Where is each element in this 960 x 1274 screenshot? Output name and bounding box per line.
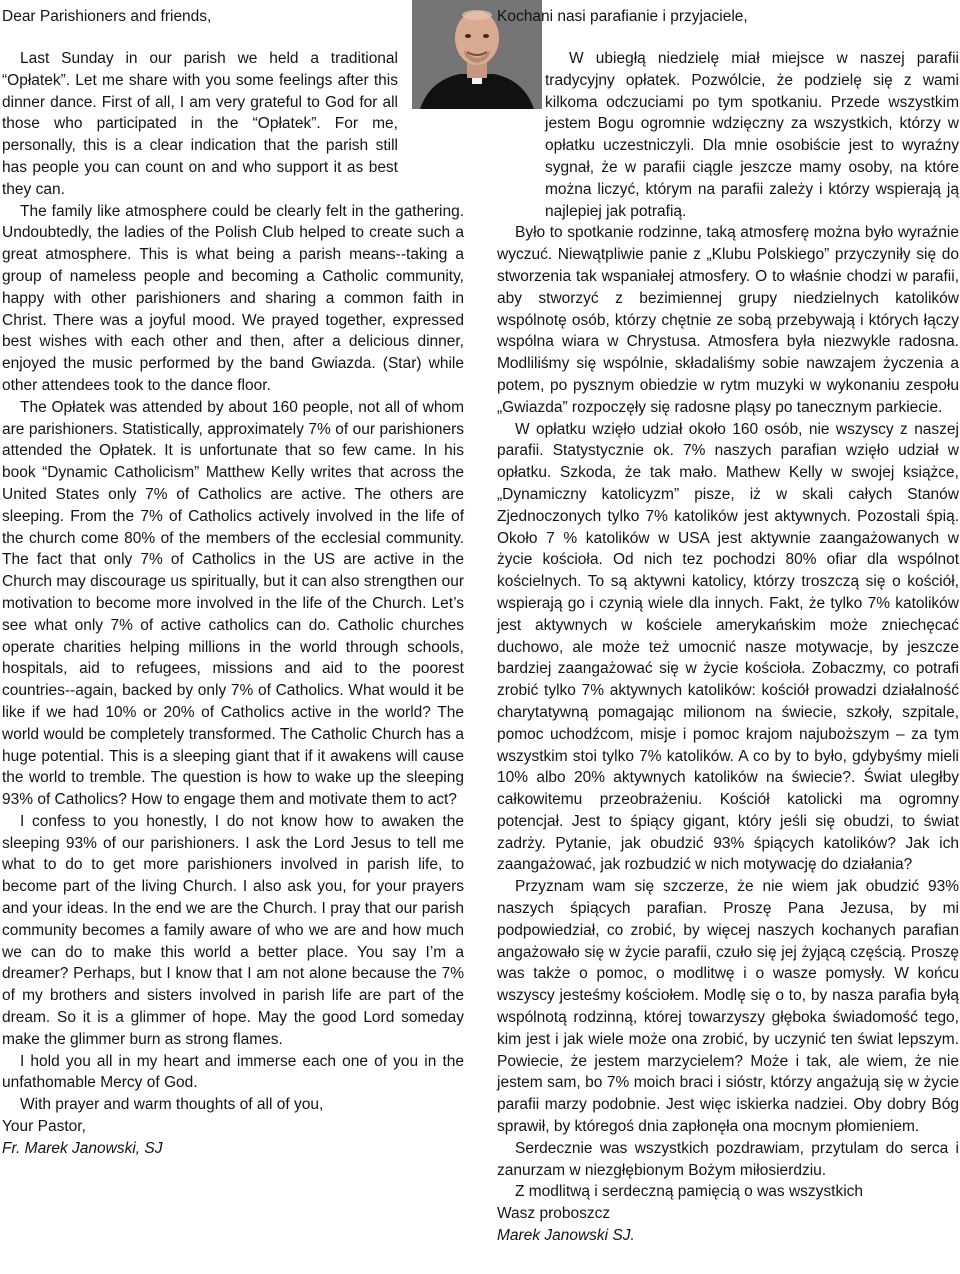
- english-signature: Fr. Marek Janowski, SJ: [2, 1140, 163, 1158]
- polish-paragraph: Przyznam wam się szczerze, że nie wiem jak obudzić 93% naszych śpiących parafian. Proszę Pana Jezusa, by mi podpowiedział, co zrobić, by więcej naszych kochanych parafian angażowało się w życie parafii, czuło się jej żyjącą częścią. Proszę was także o pomoc, o modlitwę i o wasze pomysły. W końcu wszyscy jesteśmy kościołem. Modlę się o to, by nasza parafia byłą wspólnotą rodzinną, której towarzyszy głęboka świadomość tego, kim jest i jak wiele może ona zrobić, by uczynić ten świat lepszym. Powiecie, że jestem marzycielem? Może i tak, ale wiem, że nie jestem sam, bo 7% moich braci i sióstr, którzy angażują się w życie parafii marzy podobnie. Jest więc iskierka nadziei. Oby dobry Bóg sprawił, by któregoś dnia zapłonęła ona mocnym płomieniem.: [497, 878, 959, 1136]
- english-closing: Your Pastor,: [2, 1118, 86, 1136]
- english-paragraph: The family like atmosphere could be clearly felt in the gathering. Undoubtedly, the ladies of the Polish Club helped to create such a great atmosphere. This is what being a parish means--taking a group of nameless people and becoming a Catholic community, happy with other parishioners and sharing a common faith in Christ. There was a joyful mood. We prayed together, expressed best wishes with each other and then, after a delicious dinner, enjoyed the music performed by the band Gwiazda. (Star) while other attendees took to the dance floor.: [2, 202, 464, 394]
- polish-salutation: Kochani nasi parafianie i przyjaciele,: [497, 8, 748, 25]
- english-paragraph: With prayer and warm thoughts of all of you,: [20, 1096, 324, 1114]
- english-salutation: Dear Parishioners and friends,: [2, 8, 212, 25]
- english-paragraph: Last Sunday in our parish we held a traditional “Opłatek”. Let me share with you some feelings after this dinner dance. First of all, I am very grateful to God for all those who participated in the “Opłatek”. For me, personally, this is a clear indication that the parish still has people you can count on and who support it as best they can.: [2, 50, 398, 198]
- polish-paragraph: Z modlitwą i serdeczną pamięcią o was wszystkich: [515, 1183, 864, 1201]
- english-paragraph: I confess to you honestly, I do not know how to awaken the sleeping 93% of our parishioners. I ask the Lord Jesus to tell me what to do to get more parishioners involved in parish life, to become part of the living Church. I also ask you, for your prayers and your ideas. In the end we are the Church. I pray that our parish community becomes a family aware of who we are and how much we can do to make this world a better place. You say I’m a dreamer? Perhaps, but I know that I am not alone because the 7% of my brothers and sisters involved in parish life are part of the dream. So it is a glimmer of hope. May the good Lord someday make the glimmer burn as strong flames.: [2, 812, 464, 1048]
- polish-paragraph: W ubiegłą niedzielę miał miejsce w naszej parafii tradycyjny opłatek. Pozwólcie, że podzielę się z wami kilkoma odczuciami po tym spotkaniu. Przede wszystkim jestem Bogu ogromnie wdzięczny za wszystkich, którzy w opłatku uczestniczyli. Dla mnie osobiście jest to wyraźny sygnał, że w parafii ciągle jeszcze mamy osoby, na które można liczyć, którym na parafii zależy i którzy wspierają ją najlepiej jak potrafią.: [545, 50, 959, 220]
- polish-closing: Wasz proboszcz: [497, 1205, 611, 1223]
- english-paragraph: I hold you all in my heart and immerse each one of you in the unfathomable Mercy of God.: [2, 1052, 464, 1092]
- polish-signature: Marek Janowski SJ.: [497, 1227, 635, 1245]
- polish-paragraph: W opłatku wzięło udział około 160 osób, nie wszyscy z naszej parafii. Statystycznie ok. 7% naszych parafian wzięło udział w opłatku. Szkoda, że tak mało. Mathew Kelly w swojej książce, „Dynamiczny katolicyzm” pisze, iż w skali całych Stanów Zjednoczonych tylko 7% katolików jest aktywnych. Pozostali śpią. Około 7 % katolików w USA jest aktywnie zaangażowanych w życie kościoła. Od nich tez pochodzi 80% ofiar dla wspólnot kościelnych. To są aktywni katolicy, którzy troszczą się o kościół, wspierają go i czynią wiele dla innych. Fakt, że tylko 7% katolików jest aktywnych w kościele amerykańskim może zniechęcać duchowo, ale może też umocnić nasze motywacje, by jeszcze bardziej zaangażować się w życie kościoła. Zobaczmy, co potrafi zrobić tylko 7% aktywnych katolików: kościół prowadzi działalność charytatywną pomagając milionom na świecie, szkoły, szpitale, pomoc uchodźcom, misje i pomoc krajom najuboższym – za tym wszystkim stoi tylko 7% katolików. A co by to było, gdybyśmy mieli 10% albo 20% aktywnych katolików na świecie?. Świat uległby całkowitemu przeobrażeniu. Kościół katolicki ma ogromny potencjał. Jest to śpiący gigant, który jeśli się obudzi, to świat zadrży. Pytanie, jak obudzić 93% śpiących katolików? Jak ich zaangażować, jak rozbudzić w nich motywację do działania?: [497, 420, 959, 874]
- polish-paragraph: Serdecznie was wszystkich pozdrawiam, przytulam do serca i zanurzam w niezgłębionym Bożym miłosierdziu.: [497, 1139, 959, 1179]
- english-letter-column: [2, 0, 464, 1160]
- english-paragraph: The Opłatek was attended by about 160 people, not all of whom are parishioners. Statistically, approximately 7% of our parishioners attended the Opłatek. It is unfortunate that so few came. In his book “Dynamic Catholicism” Matthew Kelly writes that across the United States only 7% of Catholics are active. The others are sleeping. From the 7% of Catholics actively involved in the life of the church come 80% of the members of the ecclesial community. The fact that only 7% of Catholics in the US are active in the Church may discourage us spiritually, but it can also strengthen our motivation to become more involved in the life of the Church. Let’s see what only 7% of active catholics can do. Catholic churches operate charities helping millions in the world through schools, hospitals, aid to refugees, missions and aid to the poorest countries--again, backed by only 7% of Catholics. What would it be like if we had 10% or 20% of Catholics active in the world? The world would be completely transformed. The Catholic Church has a huge potential. This is a sleeping giant that if it awakens will cause the world to tremble. The question is how to wake up the sleeping 93% of Catholics? How to engage them and motivate them to act?: [2, 398, 464, 809]
- polish-paragraph: Było to spotkanie rodzinne, taką atmosferę można było wyraźnie wyczuć. Niewątpliwie panie z „Klubu Polskiego” przyczyniły się do stworzenia tak wspaniałej atmosfery. O to właśnie chodzi w parafii, aby stworzyć z bezimiennej grupy niedzielnych katolików wspólnotę osób, którzy chętnie ze sobą przebywają i których łączy wspólna wiara w Chrystusa. Atmosfera była niezwykle radosna. Modliliśmy się wspólnie, składaliśmy sobie nawzajem życzenia a potem, po pysznym obiedzie w rytm muzyki w wykonaniu zespołu „Gwiazda” rozpoczęły się radosne pląsy po tanecznym parkiecie.: [497, 224, 959, 416]
- polish-letter-column: [497, 0, 959, 1247]
